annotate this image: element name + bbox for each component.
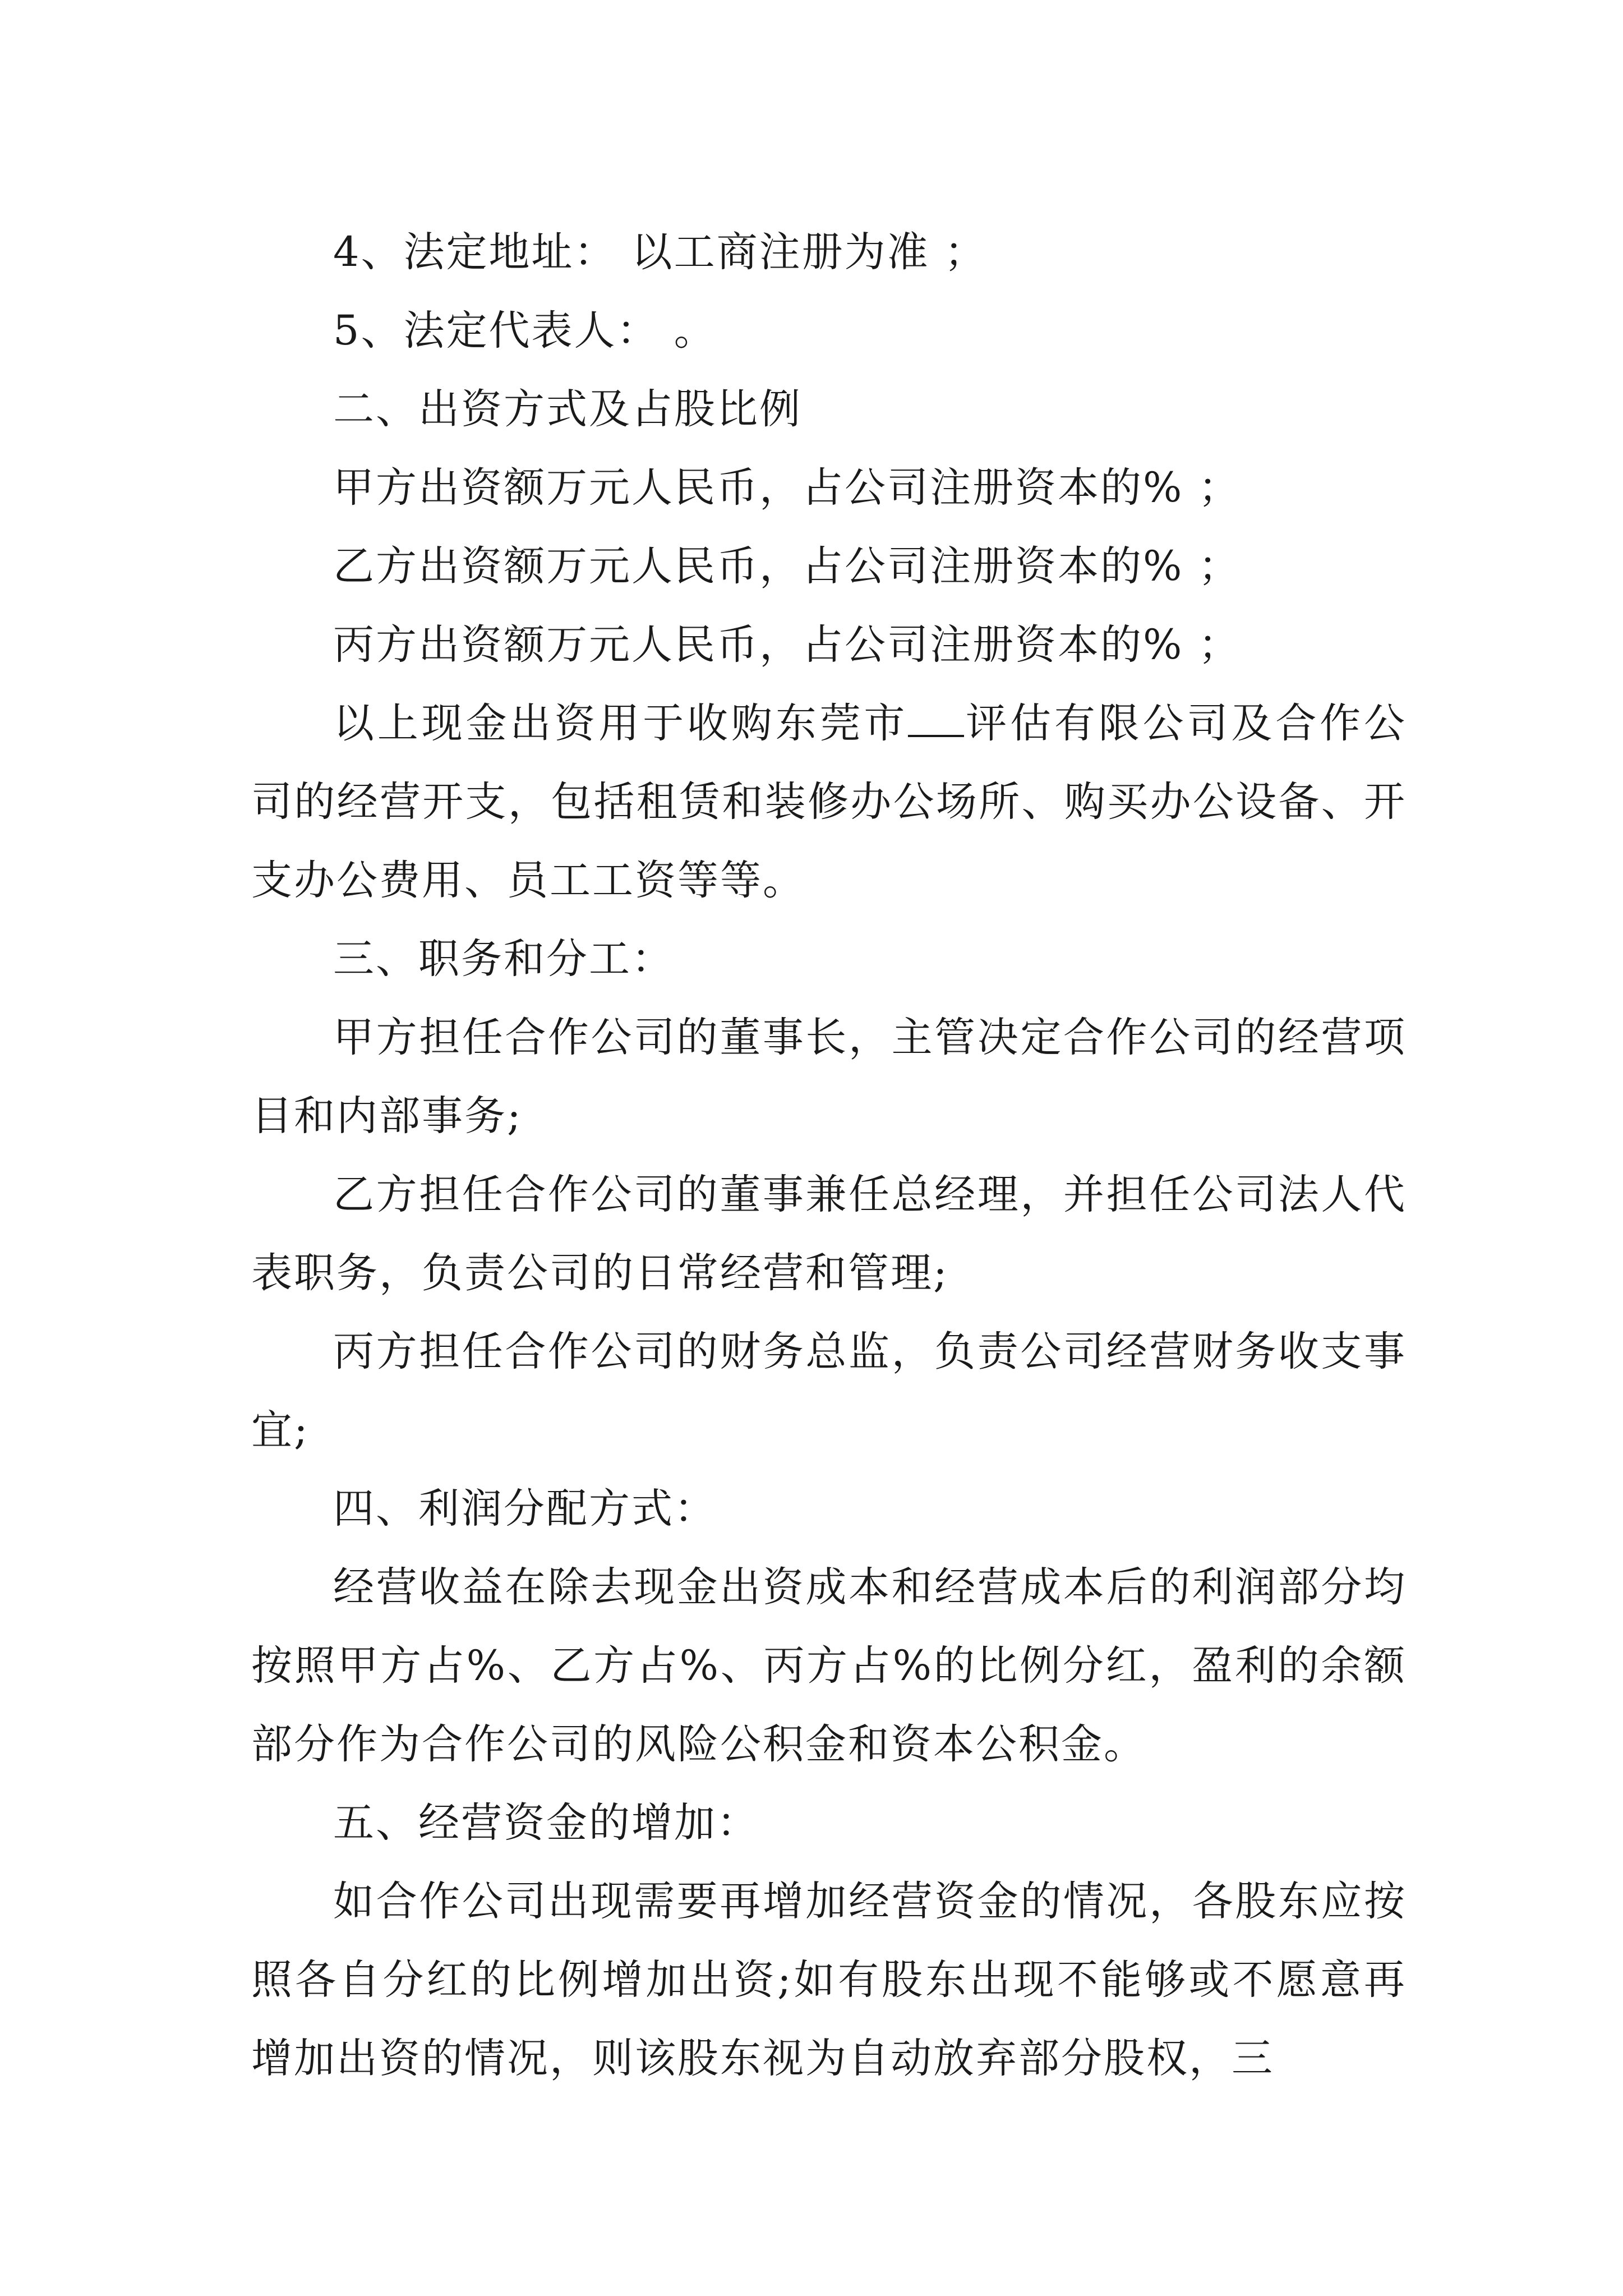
contribution-party-a: 甲方出资额万元人民币，占公司注册资本的% ； xyxy=(333,464,1241,512)
clause-legal-address: 4、法定地址： 以工商注册为准 ； xyxy=(333,228,987,276)
capital-increase-paragraph: 如合作公司出现需要再增加经营资金的情况，各股东应按照各自分红的比例增加出资;如有股东出现不能够或不愿意再增加出资的情况，则该股东视为自动放弃部分股权，三 xyxy=(251,1878,1407,2082)
duty-party-c: 丙方担任合作公司的财务总监，负责公司经营财务收支事宜; xyxy=(251,1328,1407,1454)
section-heading-duties: 三、职务和分工： xyxy=(333,935,674,983)
contribution-party-b: 乙方出资额万元人民币，占公司注册资本的% ； xyxy=(333,542,1241,590)
contribution-party-c: 丙方出资额万元人民币，占公司注册资本的% ； xyxy=(333,621,1241,669)
document-body xyxy=(251,213,1407,2098)
usage-text-before-blank: 以上现金出资用于收购东莞市 xyxy=(333,700,909,747)
section-heading-capital-contribution: 二、出资方式及占股比例 xyxy=(333,385,802,433)
usage-text-after-blank: 评估有限公司及合作公司的经营开支，包括租赁和装修办公场所、购买办公设备、开支办公费用、员工工资等等。 xyxy=(251,700,1407,904)
section-heading-capital-increase: 五、经营资金的增加： xyxy=(333,1799,759,1847)
duty-party-b: 乙方担任合作公司的董事兼任总经理，并担任公司法人代表职务，负责公司的日常经营和管理; xyxy=(251,1171,1407,1297)
section-heading-profit-distribution: 四、利润分配方式： xyxy=(333,1485,717,1533)
clause-legal-representative: 5、法定代表人： 。 xyxy=(333,307,717,355)
fill-in-blank xyxy=(908,698,964,737)
contribution-usage-paragraph xyxy=(251,684,1407,920)
duty-party-a: 甲方担任合作公司的董事长，主管决定合作公司的经营项目和内部事务; xyxy=(251,1014,1407,1140)
profit-distribution-paragraph: 经营收益在除去现金出资成本和经营成本后的利润部分均按照甲方占%、乙方占%、丙方占%的比例分红，盈利的余额部分作为合作公司的风险公积金和资本公积金。 xyxy=(251,1563,1407,1768)
